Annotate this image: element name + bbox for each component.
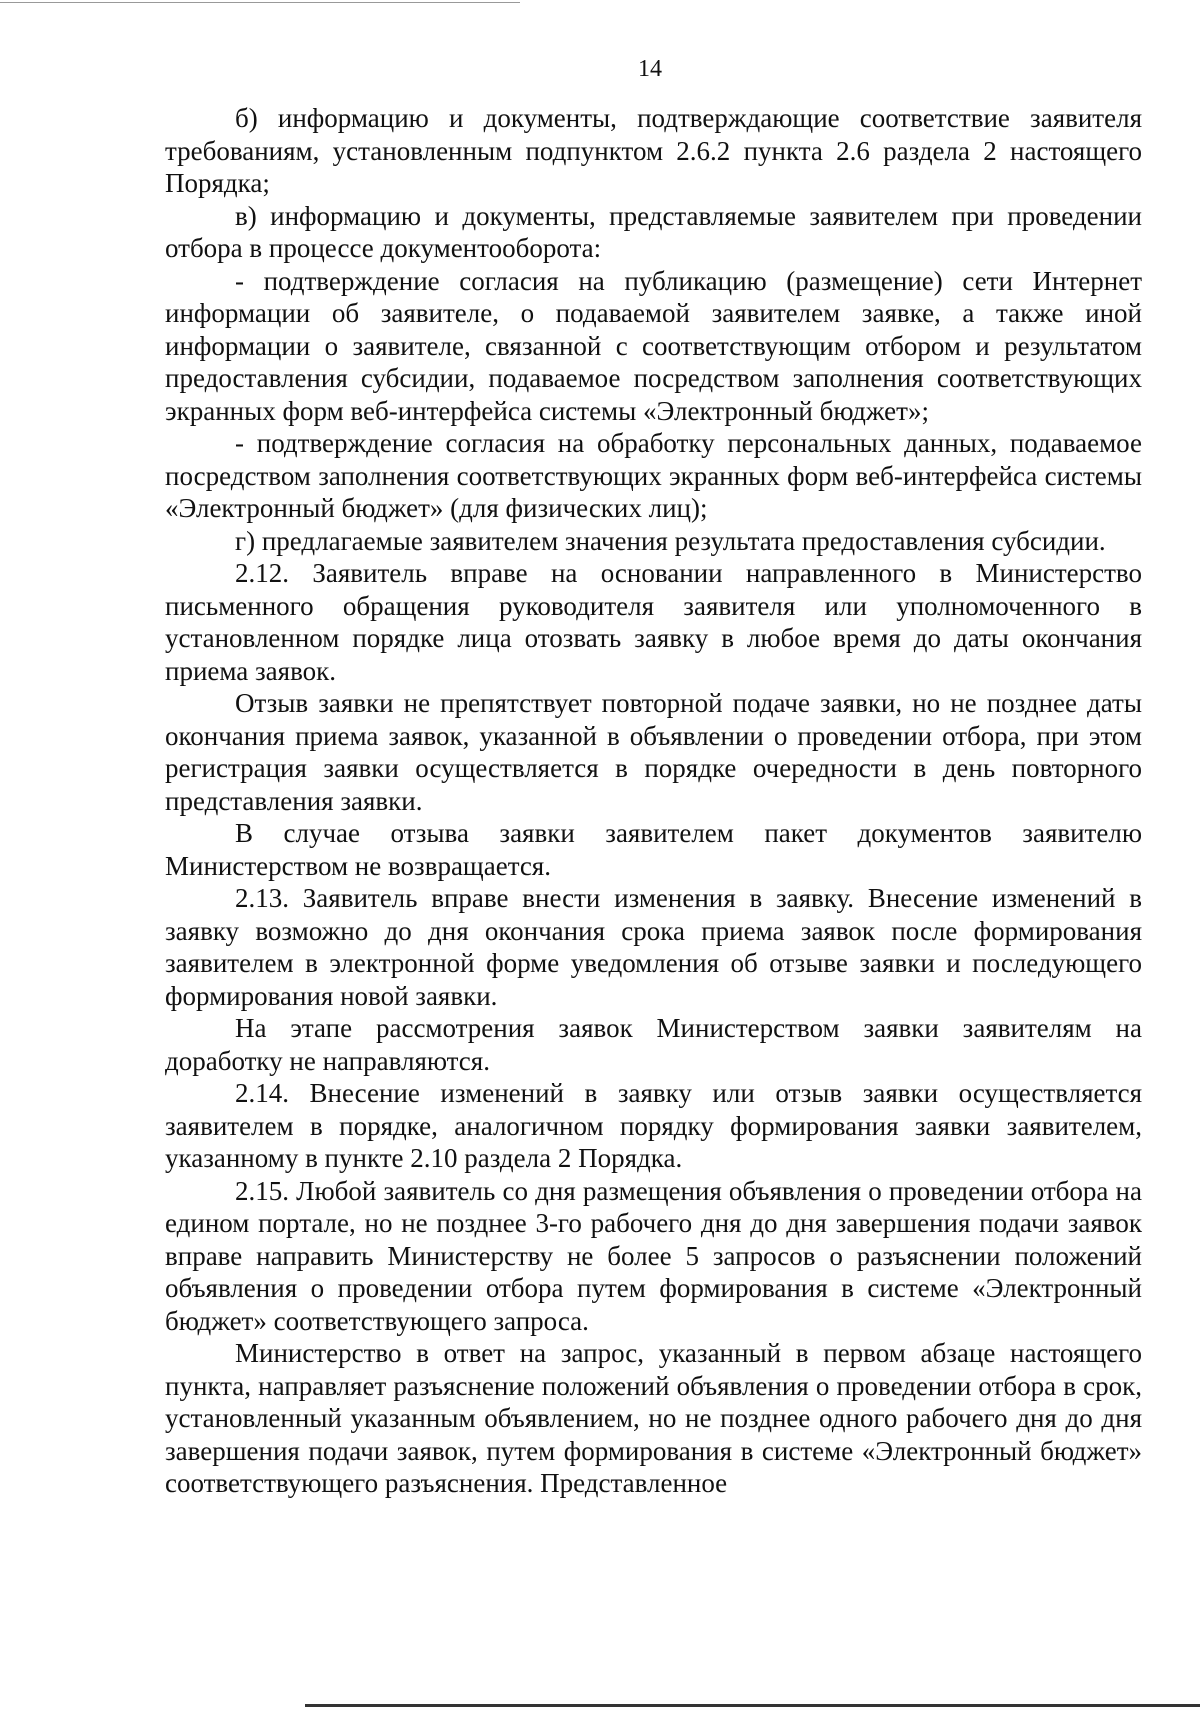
paragraph-withdrawal: Отзыв заявки не препятствует повторной подаче заявки, но не позднее даты окончания приема заявок, указанной в объявлении о проведении отбора, при этом регистрация заявки осуществляется в порядке очередности в день повторного представления заявки. bbox=[165, 688, 1142, 816]
paragraph-b-info-documents: б) информацию и документы, подтверждающие соответствие заявителя требованиям, установленным подпунктом 2.6.2 пункта 2.6 раздела 2 настоящего Порядка; bbox=[165, 103, 1142, 198]
scan-edge-line-bottom bbox=[305, 1704, 1200, 1707]
document-body bbox=[165, 102, 1142, 1500]
paragraph-consent-personal-data: - подтверждение согласия на обработку персональных данных, подаваемое посредством заполнения соответствующих экранных форм веб-интерфейса системы «Электронный бюджет» (для физических лиц); bbox=[165, 428, 1142, 523]
paragraph-ministry-response: Министерство в ответ на запрос, указанный в первом абзаце настоящего пункта, направляет разъяснение положений объявления о проведении отбора в срок, установленный указанным объявлением, но не позднее одного рабочего дня до дня завершения подачи заявок, путем формирования в системе «Электронный бюджет» соответствующего разъяснения. Представленное bbox=[165, 1338, 1142, 1498]
page-number: 14 bbox=[638, 56, 662, 82]
paragraph-2-14: 2.14. Внесение изменений в заявку или отзыв заявки осуществляется заявителем в порядке, аналогичном порядку формирования заявки заявителем, указанному в пункте 2.10 раздела 2 Порядка. bbox=[165, 1078, 1142, 1173]
paragraph-no-revision: На этапе рассмотрения заявок Министерством заявки заявителям на доработку не направляются. bbox=[165, 1013, 1142, 1076]
paragraph-2-15: 2.15. Любой заявитель со дня размещения объявления о проведении отбора на едином портале, но не позднее 3-го рабочего дня до дня завершения подачи заявок вправе направить Министерству не более 5 запросов о разъяснении положений объявления о проведении отбора путем формирования в системе «Электронный бюджет» соответствующего запроса. bbox=[165, 1175, 1142, 1336]
paragraph-g-result-values: г) предлагаемые заявителем значения результата предоставления субсидии. bbox=[235, 525, 1106, 556]
paragraph-2-12: 2.12. Заявитель вправе на основании направленного в Министерство письменного обращения руководителя заявителя или уполномоченного в установленном порядке лица отозвать заявку в любое время до даты окончания приема заявок. bbox=[165, 558, 1142, 686]
paragraph-consent-publication: - подтверждение согласия на публикацию (размещение) сети Интернет информации об заявителе, о подаваемой заявителем заявке, а также иной информации о заявителе, связанной с соответствующим отбором и результатом предоставления субсидии, подаваемое посредством заполнения соответствующих экранных форм веб-интерфейса системы «Электронный бюджет»; bbox=[165, 265, 1142, 426]
paragraph-2-13: 2.13. Заявитель вправе внести изменения в заявку. Внесение изменений в заявку возможно до дня окончания срока приема заявок после формирования заявителем в электронной форме уведомления об отзыве заявки и последующего формирования новой заявки. bbox=[165, 883, 1142, 1011]
paragraph-documents-not-returned: В случае отзыва заявки заявителем пакет документов заявителю Министерством не возвращается. bbox=[165, 818, 1142, 881]
scan-edge-line-top bbox=[0, 2, 520, 3]
paragraph-v-info-documents: в) информацию и документы, представляемые заявителем при проведении отбора в процессе документооборота: bbox=[165, 200, 1142, 263]
